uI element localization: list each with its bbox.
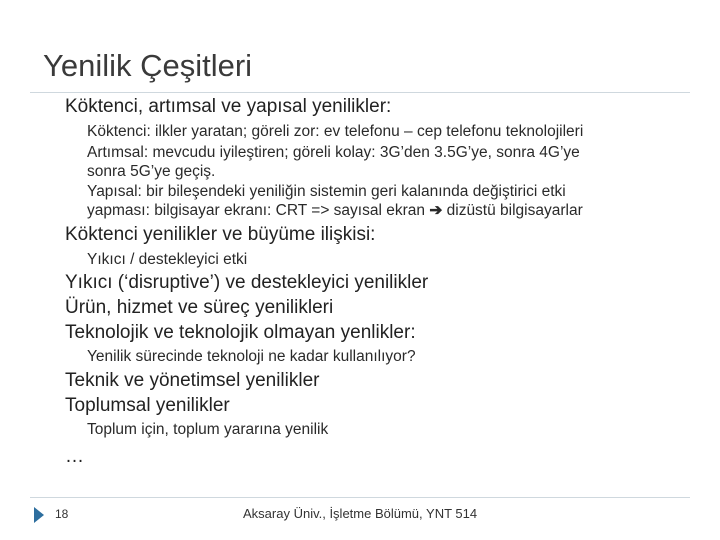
sub-bullet-text-continued: sonra 5G’ye geçiş. xyxy=(87,163,216,180)
bullet-text: Yıkıcı (‘disruptive’) ve destekleyici yenilikler xyxy=(65,272,429,293)
sub-bullet-text-continued xyxy=(87,201,583,220)
bullet-text: Ürün, hizmet ve süreç yenilikleri xyxy=(65,297,334,318)
sub-bullet-text-part: yapması: bilgisayar ekranı: CRT => sayısal ekran xyxy=(87,202,425,219)
title-divider xyxy=(30,92,690,93)
sub-bullet-text: Toplum için, toplum yararına yenilik xyxy=(87,421,329,438)
footer-divider xyxy=(30,497,690,498)
bullet-text: Köktenci yenilikler ve büyüme ilişkisi: xyxy=(65,224,376,245)
triangle-right-icon xyxy=(34,507,44,523)
sub-bullet-text: Yıkıcı / destekleyici etki xyxy=(87,251,248,268)
sub-bullet-text: Köktenci: ilkler yaratan; göreli zor: ev telefonu – cep telefonu teknolojileri xyxy=(87,123,584,140)
sub-bullet-text: Artımsal: mevcudu iyileştiren; göreli kolay: 3G’den 3.5G’ye, sonra 4G’ye xyxy=(87,144,580,161)
sub-bullet-text: Yenilik sürecinde teknoloji ne kadar kullanılıyor? xyxy=(87,348,416,365)
bullet-text: Köktenci, artımsal ve yapısal yenilikler: xyxy=(65,96,392,117)
page-number: 18 xyxy=(55,507,69,521)
bullet-text: … xyxy=(65,446,84,467)
bullet-text: Toplumsal yenilikler xyxy=(65,395,230,416)
sub-bullet-text: Yapısal: bir bileşendeki yeniliğin sistemin geri kalanında değiştirici etki xyxy=(87,183,566,200)
arrow-right-icon: ➔ xyxy=(429,202,443,219)
slide-title: Yenilik Çeşitleri xyxy=(43,48,253,83)
footer-text: Aksaray Üniv., İşletme Bölümü, YNT 514 xyxy=(243,506,478,521)
sub-bullet-text-part: dizüstü bilgisayarlar xyxy=(446,202,583,219)
bullet-text: Teknolojik ve teknolojik olmayan yenlikler: xyxy=(65,322,416,343)
bullet-text: Teknik ve yönetimsel yenilikler xyxy=(65,370,320,391)
